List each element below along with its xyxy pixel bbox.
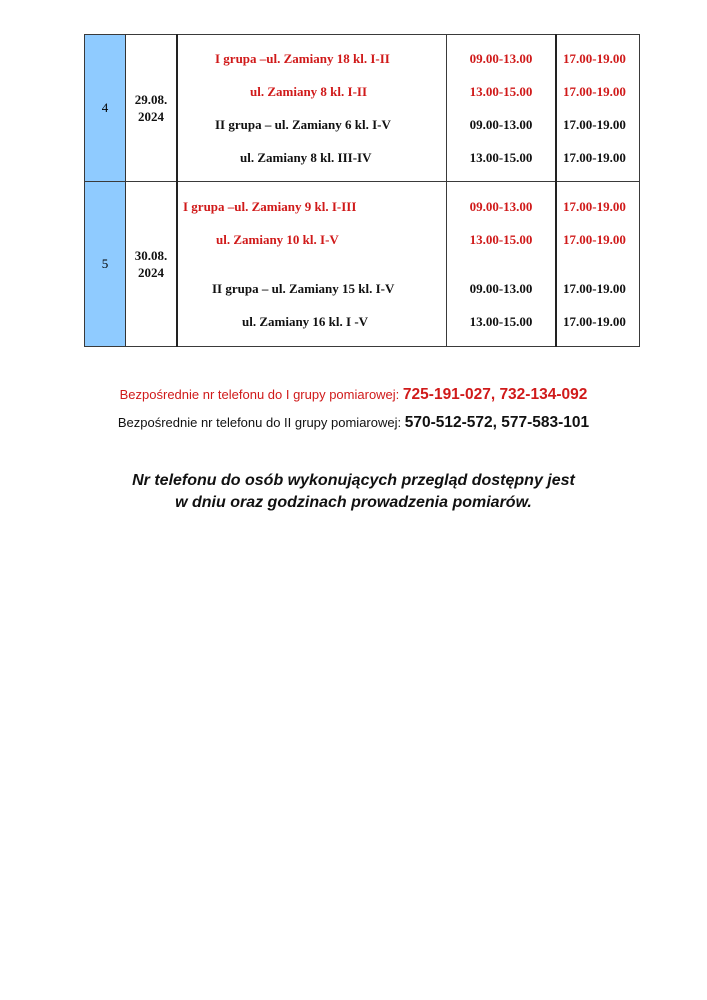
time-cell-morning: [447, 182, 557, 347]
date-line: 29.08.: [134, 92, 168, 107]
time-range: 13.00-15.00: [469, 232, 533, 247]
time-cell-evening: [556, 35, 640, 182]
phone-label: Bezpośrednie nr telefonu do II grupy pomiarowej:: [117, 415, 402, 430]
time-range: 13.00-15.00: [469, 150, 533, 165]
address-line: II grupa – ul. Zamiany 15 kl. I-V: [212, 281, 395, 296]
date-line: 2024: [138, 265, 164, 280]
address-cell: [177, 35, 447, 182]
time-range: 17.00-19.00: [563, 51, 626, 66]
phone-label: Bezpośrednie nr telefonu do I grupy pomiarowej:: [119, 387, 400, 402]
time-range: 17.00-19.00: [563, 281, 626, 296]
row-date: [126, 182, 178, 347]
time-range: 09.00-13.00: [469, 281, 533, 296]
time-range: 17.00-19.00: [563, 84, 626, 99]
row-number: 5: [85, 182, 126, 347]
phone-group-2: [0, 414, 707, 432]
schedule-table: [84, 34, 640, 347]
address-line: ul. Zamiany 8 kl. III-IV: [240, 150, 372, 165]
note-line: w dniu oraz godzinach prowadzenia pomiarów.: [175, 494, 532, 511]
row-date: [126, 35, 178, 182]
time-range: 17.00-19.00: [563, 232, 626, 247]
date-line: 30.08.: [134, 248, 168, 263]
phone-group-1: [0, 386, 707, 404]
phone-numbers: 725-191-027, 732-134-092: [402, 386, 588, 403]
address-line: I grupa –ul. Zamiany 9 kl. I-III: [183, 199, 357, 214]
address-line: ul. Zamiany 16 kl. I -V: [242, 314, 369, 329]
time-range: 17.00-19.00: [563, 117, 626, 132]
address-line: ul. Zamiany 8 kl. I-II: [250, 84, 368, 99]
address-line: I grupa –ul. Zamiany 18 kl. I-II: [215, 51, 390, 66]
time-cell-morning: [447, 35, 557, 182]
address-line: II grupa – ul. Zamiany 6 kl. I-V: [215, 117, 391, 132]
spacer: [447, 256, 555, 272]
table-row: [85, 35, 640, 182]
time-range: 17.00-19.00: [563, 314, 626, 329]
time-range: 09.00-13.00: [469, 199, 533, 214]
availability-note: [0, 470, 707, 514]
time-range: 17.00-19.00: [563, 199, 626, 214]
time-range: 13.00-15.00: [469, 84, 533, 99]
time-range: 09.00-13.00: [469, 51, 533, 66]
address-cell: [177, 182, 447, 347]
time-range: 09.00-13.00: [469, 117, 533, 132]
address-line: ul. Zamiany 10 kl. I-V: [216, 232, 339, 247]
time-cell-evening: [556, 182, 640, 347]
note-line: Nr telefonu do osób wykonujących przegląd dostępny jest: [132, 472, 575, 489]
time-range: 13.00-15.00: [469, 314, 533, 329]
spacer: [178, 256, 446, 272]
row-number: 4: [85, 35, 126, 182]
table-row: [85, 182, 640, 347]
phone-numbers: 570-512-572, 577-583-101: [404, 414, 590, 431]
date-line: 2024: [138, 109, 164, 124]
time-range: 17.00-19.00: [563, 150, 626, 165]
spacer: [557, 256, 639, 272]
